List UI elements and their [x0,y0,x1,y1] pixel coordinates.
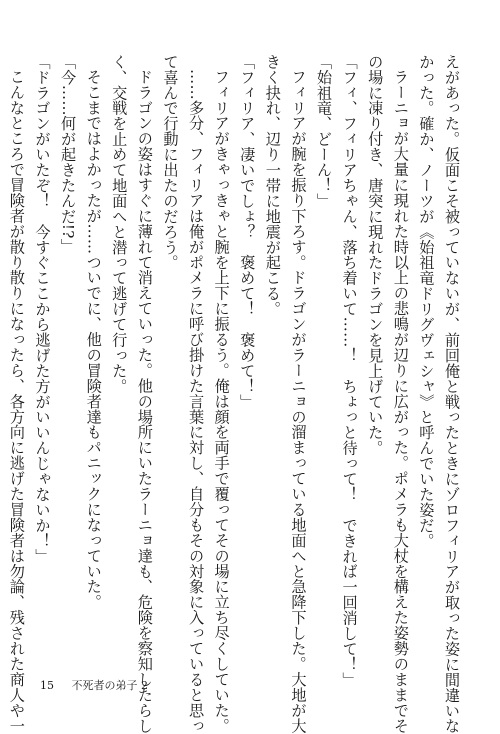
dialogue-line: 「フィ、フィリアちゃん、落ち着いて……！ ちょっと待って！ できれば一回消して！」 [340,54,359,688]
text-line: ……多分、フィリアは俺がポメラに呼び掛けた言葉に対し、自分もその対象に入っていると思っ [187,69,206,734]
page-footer [40,677,148,693]
dialogue-line: 「今……何が起きたんだ!?」 [59,54,78,255]
text-line: こんなところで冒険者が散り散りになったら、各方向に逃げた冒険者は勿論、残された商人や一 [7,69,26,734]
dialogue-line: 「ドラゴンがいたぞ！ 今すぐここから逃げた方がいいんじゃないか！」 [33,54,52,564]
dialogue-line: 「フィリア、凄いでしょ？ 褒めて！ 褒めて！」 [238,54,257,410]
text-line: かった。確か、ノーツが《始祖竜ドリグヴェシャ》と呼んでいた姿だ。 [417,54,436,549]
text-line: きく抉れ、辺り一帯に地震が起こる。 [263,54,282,317]
text-line: の場に凍り付き、唐突に現れたドラゴンを見上げていた。 [366,54,385,456]
text-line: ドラゴンの姿はすぐに薄れて消えていった。他の場所にいたラーニョ達も、危険を察知したらし [135,69,154,734]
text-line: く、交戦を止めて地面へと潜って逃げて行った。 [110,54,129,394]
text-line: フィリアが腕を振り下ろす。ドラゴンがラーニョの溜まっている地面へと急降下した。大地が大 [289,69,308,734]
text-line: フィリアがきゃっきゃと腕を上下に振るう。俺は顔を両手で覆ってその場に立ち尽くしていた。 [212,69,231,734]
text-line: ラーニョが大量に現れた時以上の悲鳴が辺りに広がった。ポメラも大杖を構えた姿勢のままでそ [391,69,410,734]
dialogue-line: 「始祖竜、どーん！」 [315,54,334,209]
text-line: えがあった。仮面こそ被っていないが、前回俺と戦ったときにゾロフィリアが取った姿に間違いな [443,54,461,734]
book-title: 不死者の弟子 2 [71,679,148,692]
page-number: 15 [40,679,54,692]
text-line: そこまではよかったが……ついでに、他の冒険者達もパニックになっていた。 [84,69,103,610]
text-line: て喜んで行動に出たのだろう。 [161,54,180,271]
